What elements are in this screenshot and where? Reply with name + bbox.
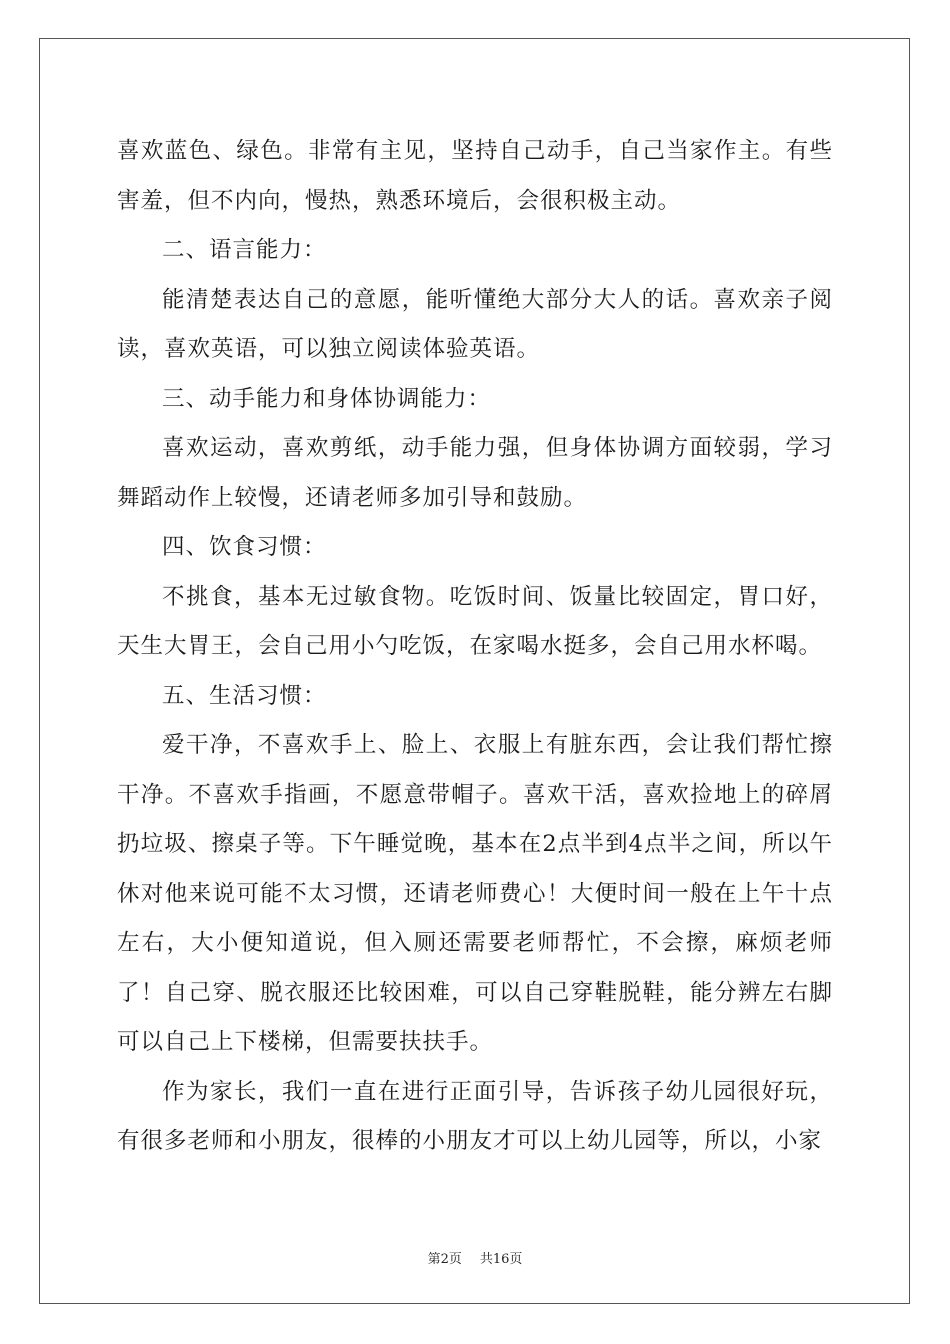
paragraph-personality: 喜欢蓝色、绿色。非常有主见，坚持自己动手，自己当家作主。有些害羞，但不内向，慢热，熟悉环境后，会很积极主动。: [117, 138, 833, 214]
heading-eating-habits: 四、饮食习惯：: [162, 534, 327, 560]
page-number: 第2页: [427, 1252, 462, 1267]
paragraph-parents-guidance: 作为家长，我们一直在进行正面引导，告诉孩子幼儿园很好玩，有很多老师和小朋友，很棒的小朋友才可以上幼儿园等，所以，小家: [117, 1078, 833, 1154]
paragraph-living-habits: 爱干净，不喜欢手上、脸上、衣服上有脏东西，会让我们帮忙擦干净。不喜欢手指画，不愿意带帽子。喜欢干活，喜欢捡地上的碎屑扔垃圾、擦桌子等。下午睡觉晚，基本在2点半到4点半之间，所以午休对他来说可能不太习惯，还请老师费心！大便时间一般在上午十点左右，大小便知道说，但入厕还需要老师帮忙，不会擦，麻烦老师了！自己穿、脱衣服还比较困难，可以自己穿鞋脱鞋，能分辨左右脚可以自己上下楼梯，但需要扶扶手。: [117, 732, 833, 1055]
paragraph-motor-coordination: 喜欢运动，喜欢剪纸，动手能力强，但身体协调方面较弱，学习舞蹈动作上较慢，还请老师多加引导和鼓励。: [117, 435, 833, 511]
heading-language-ability: 二、语言能力：: [162, 237, 327, 263]
heading-living-habits: 五、生活习惯：: [162, 682, 327, 709]
heading-motor-coordination: 三、动手能力和身体协调能力：: [162, 385, 492, 412]
page-total: 共16页: [479, 1252, 523, 1267]
paragraph-language-ability: 能清楚表达自己的意愿，能听懂绝大部分大人的话。喜欢亲子阅读，喜欢英语，可以独立阅读体验英语。: [117, 286, 833, 362]
paragraph-eating-habits: 不挑食，基本无过敏食物。吃饭时间、饭量比较固定，胃口好，天生大胃王，会自己用小勺吃饭，在家喝水挺多，会自己用水杯喝。: [117, 583, 833, 659]
page-footer: [0, 1248, 950, 1267]
document-body: [117, 127, 833, 1167]
